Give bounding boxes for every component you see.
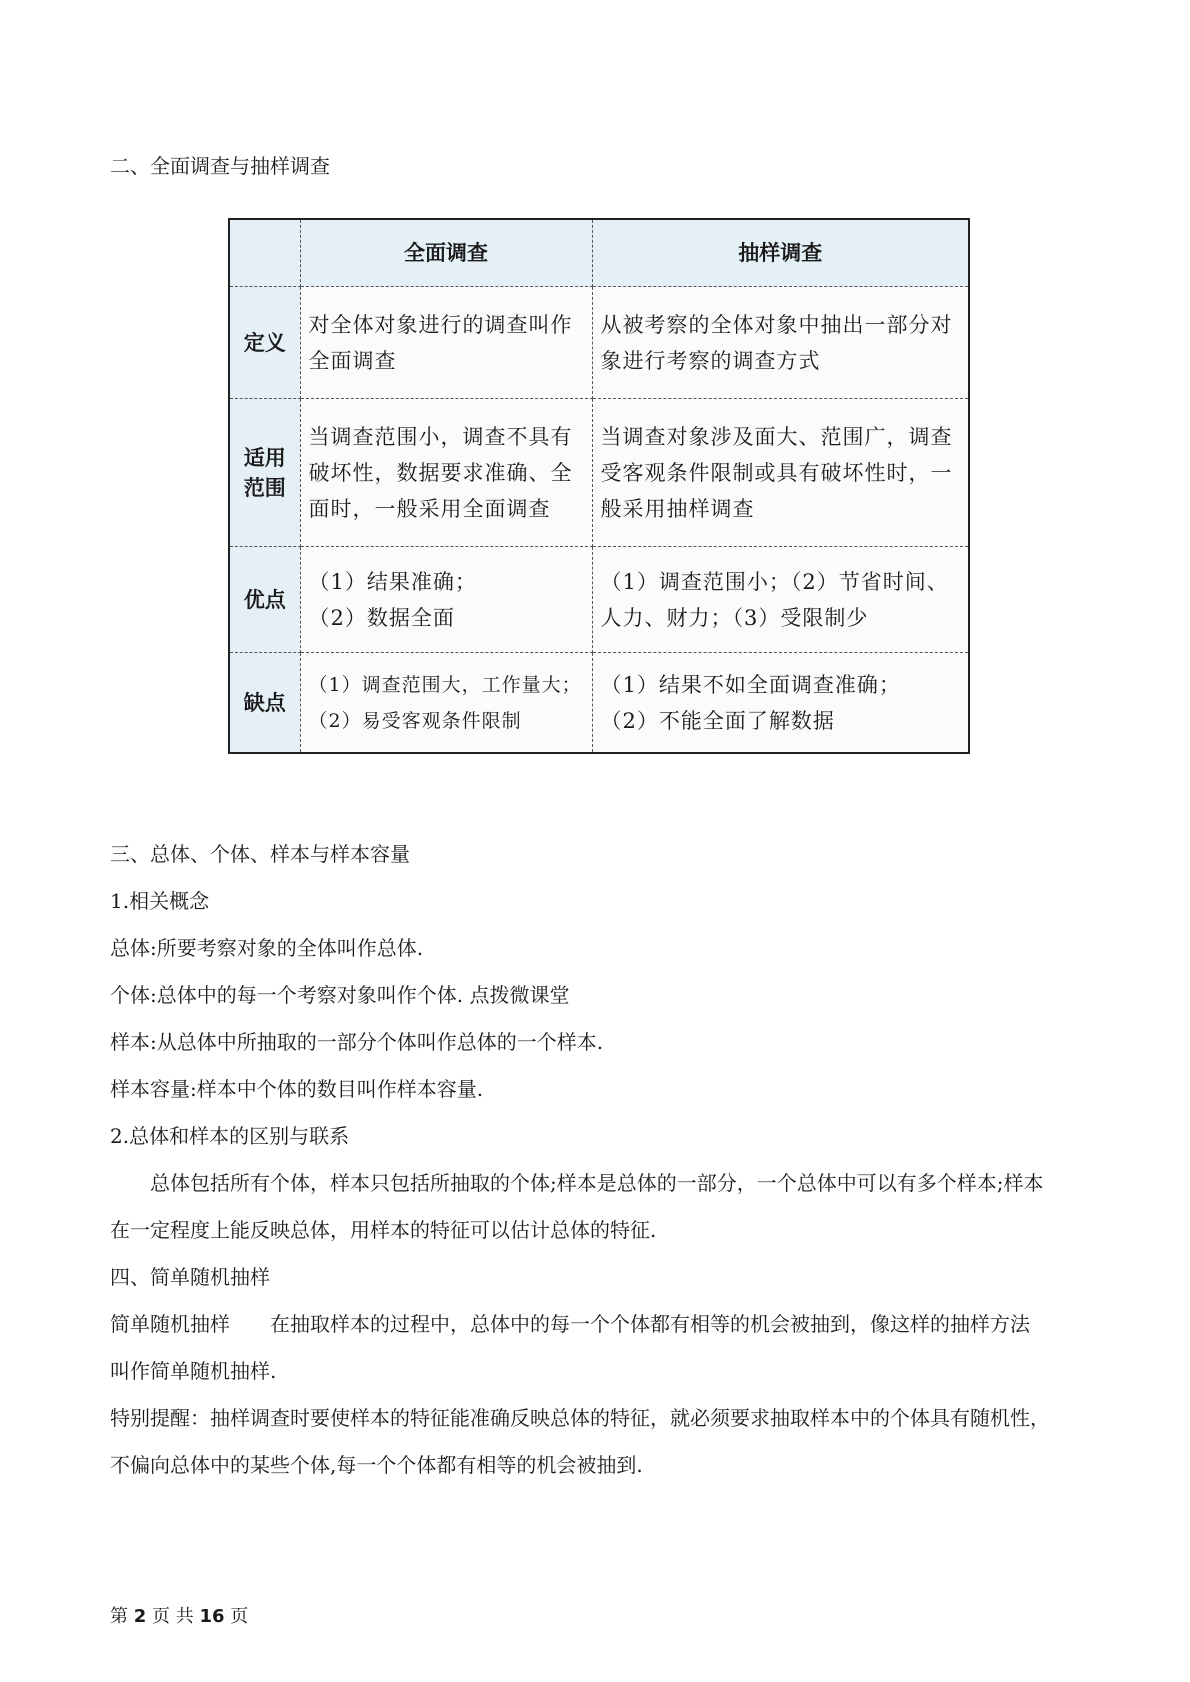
definition-total: 总体:所要考察对象的全体叫作总体. <box>110 936 424 960</box>
row-label-definition: 定义 <box>230 287 300 399</box>
sample-disadvantages <box>592 653 968 753</box>
full-disadvantage-2: （2）易受客观条件限制 <box>308 709 522 732</box>
s3-subheading-1: 1.相关概念 <box>110 889 210 913</box>
definition-sample-size: 样本容量:样本中个体的数目叫作样本容量. <box>110 1077 484 1101</box>
s3-subheading-2: 2.总体和样本的区别与联系 <box>110 1124 350 1148</box>
s3-paragraph-line-1: 总体包括所有个体，样本只包括所抽取的个体;样本是总体的一部分，一个总体中可以有多个样本;样本 <box>150 1171 1044 1195</box>
header-empty-cell <box>230 220 300 287</box>
s3-paragraph-line-2: 在一定程度上能反映总体，用样本的特征可以估计总体的特征. <box>110 1218 657 1242</box>
sample-disadvantage-1: （1）结果不如全面调查准确； <box>600 672 901 697</box>
sample-definition: 从被考察的全体对象中抽出一部分对象进行考察的调查方式 <box>592 287 968 399</box>
full-advantages <box>300 547 592 653</box>
survey-comparison-table <box>228 218 970 754</box>
footer-total-pages: 16 <box>199 1606 225 1627</box>
row-label-disadvantages: 缺点 <box>230 653 300 753</box>
sample-advantages: （1）调查范围小；（2）节省时间、人力、财力；（3）受限制少 <box>592 547 968 653</box>
full-definition: 对全体对象进行的调查叫作全面调查 <box>300 287 592 399</box>
row-label-scope: 适用范围 <box>230 399 300 547</box>
header-full-survey: 全面调查 <box>300 220 592 287</box>
table-row <box>230 547 968 653</box>
footer-page-number: 2 <box>133 1606 147 1627</box>
definition-sample: 样本:从总体中所抽取的一部分个体叫作总体的一个样本. <box>110 1030 604 1054</box>
row-label-advantages: 优点 <box>230 547 300 653</box>
table-header-row <box>230 220 968 287</box>
page-footer <box>110 1602 248 1628</box>
s4-definition-line-2: 叫作简单随机抽样. <box>110 1359 277 1383</box>
header-sample-survey: 抽样调查 <box>592 220 968 287</box>
sample-disadvantage-2: （2）不能全面了解数据 <box>600 708 835 733</box>
full-disadvantage-1: （1）调查范围大，工作量大； <box>308 673 582 696</box>
section-2-title: 二、全面调查与抽样调查 <box>110 154 330 178</box>
s4-definition-line-1: 简单随机抽样 在抽取样本的过程中，总体中的每一个个体都有相等的机会被抽到，像这样的抽样方法 <box>110 1312 1030 1336</box>
table-row <box>230 653 968 753</box>
footer-prefix: 第 <box>110 1606 128 1627</box>
section-4-title: 四、简单随机抽样 <box>110 1265 270 1289</box>
definition-individual: 个体:总体中的每一个考察对象叫作个体. 点拨微课堂 <box>110 983 570 1007</box>
table-row <box>230 399 968 547</box>
full-advantage-1: （1）结果准确； <box>308 569 477 594</box>
sample-scope: 当调查对象涉及面大、范围广，调查受客观条件限制或具有破坏性时，一般采用抽样调查 <box>592 399 968 547</box>
s4-note-line-2: 不偏向总体中的某些个体,每一个个体都有相等的机会被抽到. <box>110 1453 643 1477</box>
full-scope: 当调查范围小，调查不具有破坏性，数据要求准确、全面时，一般采用全面调查 <box>300 399 592 547</box>
footer-mid: 页 共 <box>152 1606 194 1627</box>
table-row <box>230 287 968 399</box>
footer-suffix: 页 <box>230 1606 249 1627</box>
s4-note-line-1: 特别提醒：抽样调查时要使样本的特征能准确反映总体的特征，就必须要求抽取样本中的个体具有随机性， <box>110 1406 1050 1430</box>
section-3-title: 三、总体、个体、样本与样本容量 <box>110 842 410 866</box>
full-advantage-2: （2）数据全面 <box>308 605 455 630</box>
full-disadvantages <box>300 653 592 753</box>
